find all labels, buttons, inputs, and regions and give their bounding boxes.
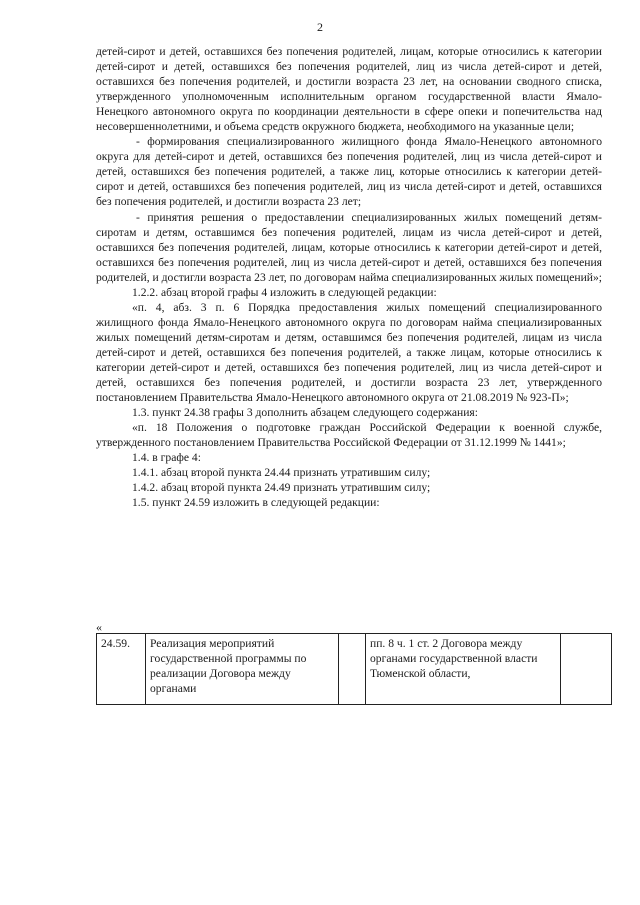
- paragraph-1-3: 1.3. пункт 24.38 графы 3 дополнить абзацем следующего содержания:: [132, 406, 478, 420]
- paragraph-1-4-2: 1.4.2. абзац второй пункта 24.49 признать утратившим силу;: [132, 481, 431, 495]
- cell-description: Реализация мероприятий государственной программы по реализации Договора между органами: [146, 634, 339, 705]
- paragraph-list-item-housing-fund: - формирования специализированного жилищного фонда Ямало-Ненецкого автономного округа для детей-сирот и детей, оставшихся без попечения родителей, лиц из числа детей-сирот и детей, оставшихся без попечения родителей, а также лиц, которые относились к категории детей-сирот и детей, оставшихся без попечения родителей, лиц из числа детей-сирот и детей, оставшихся без попечения родителей, и достигли возраста 23 лет;: [96, 135, 602, 209]
- paragraph-continuation: детей-сирот и детей, оставшихся без попечения родителей, лицам, которые относились к категории детей-сирот и детей, оставшихся без попечения родителей, лиц из числа детей-сирот и детей, оставшихся без попечения родителей, и достигли возраста 23 лет, на основании сводного списка, утвержденного уполномоченным исполнительным органом государственной власти Ямало-Ненецкого автономного округа по координации деятельности в сфере опеки и попечительства над несовершеннолетними, и объема средств окружного бюджета, необходимого на указанные цели;: [96, 45, 602, 134]
- cell-empty: [561, 634, 612, 705]
- page-number: 2: [317, 20, 323, 34]
- paragraph-quote-procedure: «п. 4, абз. 3 п. 6 Порядка предоставления жилых помещений специализированного жилищного фонда Ямало-Ненецкого автономного округа по договорам найма специализированных жилых помещений детям-сиротам и детям, оставшимся без попечения родителей, лицам из числа детей-сирот и детей, оставшихся без попечения родителей, а также лицам, которые относились к категории детей-сирот и детей, оставшихся без попечения родителей, лиц из числа детей-сирот и детей, оставшихся без попечения родителей, и достигли возраста 23 лет, утвержденного постановлением Правительства Ямало-Ненецкого автономного округа от 21.08.2019 № 923-П»;: [96, 300, 602, 405]
- paragraph-1-4-1: 1.4.1. абзац второй пункта 24.44 признать утратившим силу;: [132, 466, 431, 480]
- paragraph-list-item-decision: - принятия решения о предоставлении специализированных жилых помещений детям-сиротам и детям, оставшимся без попечения родителей, лицам из числа детей-сирот и детей, оставшихся без попечения родителей, лицам, которые относились к категории детей-сирот и детей, оставшихся без попечения родителей, лиц из числа детей-сирот и детей, оставшихся без попечения родителей, и достигли возраста 23 лет, по договорам найма специализированных жилых помещений»;: [96, 210, 603, 284]
- table-row: [97, 634, 612, 705]
- open-quote-mark: «: [96, 620, 102, 634]
- document-body: [96, 44, 602, 510]
- amendment-table: [96, 633, 612, 705]
- paragraph-1-5: 1.5. пункт 24.59 изложить в следующей редакции:: [132, 496, 380, 510]
- cell-item-number: 24.59.: [97, 634, 146, 705]
- paragraph-1-4: 1.4. в графе 4:: [132, 451, 201, 465]
- paragraph-quote-regulation: «п. 18 Положения о подготовке граждан Российской Федерации к военной службе, утвержденного постановлением Правительства Российской Федерации от 31.12.1999 № 1441»;: [96, 421, 602, 450]
- cell-legal-basis: пп. 8 ч. 1 ст. 2 Договора между органами государственной власти Тюменской области,: [366, 634, 561, 705]
- cell-empty: [339, 634, 366, 705]
- paragraph-1-2-2: 1.2.2. абзац второй графы 4 изложить в следующей редакции:: [132, 285, 437, 299]
